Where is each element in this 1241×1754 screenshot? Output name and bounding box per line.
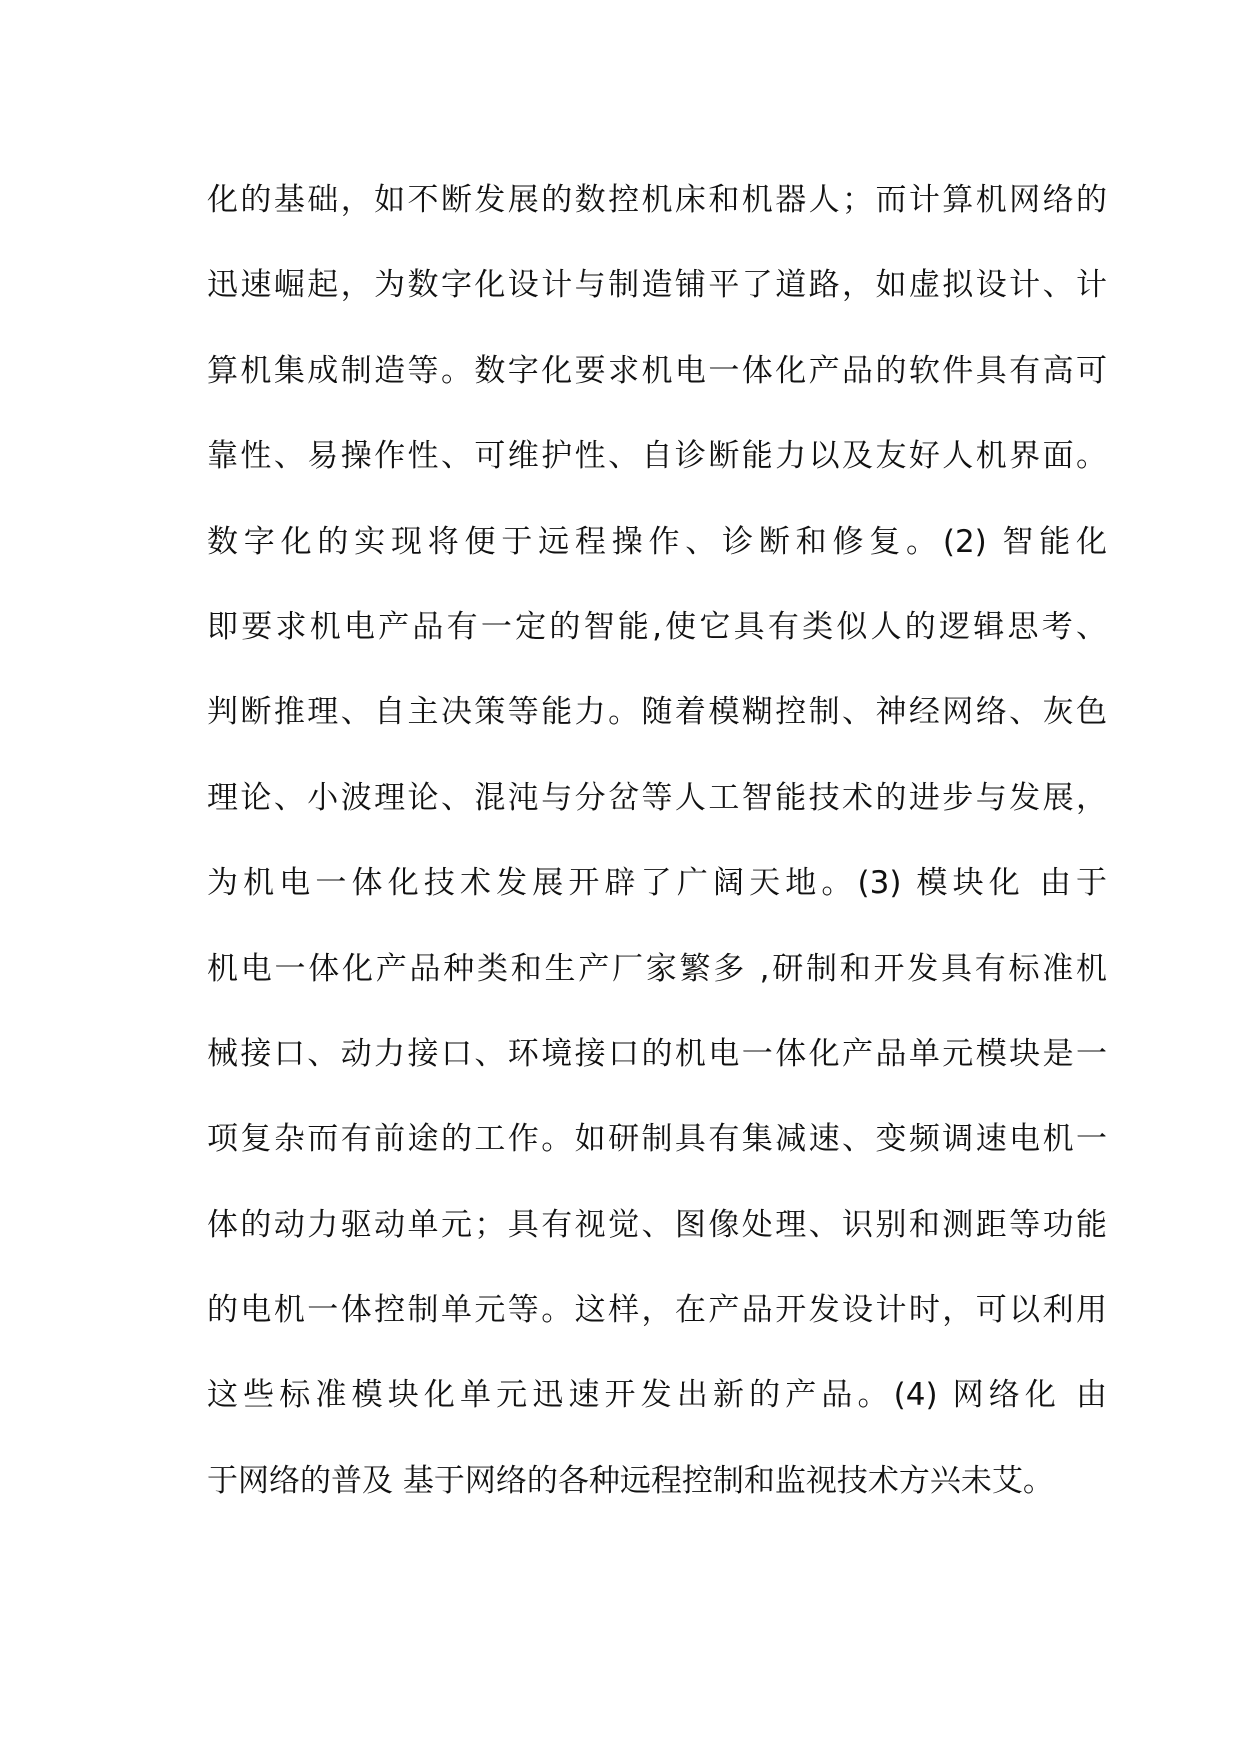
body-text xyxy=(207,180,1107,1546)
text-line: 判断推理、自主决策等能力。随着模糊控制、神经网络、灰色 xyxy=(207,694,1107,731)
text-line: 算机集成制造等。数字化要求机电一体化产品的软件具有高可 xyxy=(207,352,1107,389)
text-line: 数字化的实现将便于远程操作、诊断和修复。(2) 智能化 xyxy=(207,523,1107,560)
text-line: 即要求机电产品有一定的智能,使它具有类似人的逻辑思考、 xyxy=(207,608,1107,645)
text-line: 化的基础，如不断发展的数控机床和机器人；而计算机网络的 xyxy=(207,182,1107,218)
text-line: 这些标准模块化单元迅速开发出新的产品。(4) 网络化 由 xyxy=(207,1377,1107,1414)
text-line: 迅速崛起，为数字化设计与制造铺平了道路，如虚拟设计、计 xyxy=(207,267,1107,304)
text-line: 机电一体化产品种类和生产厂家繁多 ,研制和开发具有标准机 xyxy=(207,950,1107,987)
text-line: 械接口、动力接口、环境接口的机电一体化产品单元模块是一 xyxy=(207,1035,1107,1072)
text-line: 的电机一体控制单元等。这样，在产品开发设计时，可以利用 xyxy=(207,1292,1107,1329)
text-line: 理论、小波理论、混沌与分岔等人工智能技术的进步与发展， xyxy=(207,779,1107,816)
text-line: 体的动力驱动单元；具有视觉、图像处理、识别和测距等功能 xyxy=(207,1206,1107,1243)
text-line: 项复杂而有前途的工作。如研制具有集减速、变频调速电机一 xyxy=(207,1121,1107,1158)
text-line: 于网络的普及 基于网络的各种远程控制和监视技术方兴未艾。 xyxy=(207,1462,1054,1499)
text-line: 靠性、易操作性、可维护性、自诊断能力以及友好人机界面。 xyxy=(207,438,1107,475)
text-line: 为机电一体化技术发展开辟了广阔天地。(3) 模块化 由于 xyxy=(207,865,1107,902)
